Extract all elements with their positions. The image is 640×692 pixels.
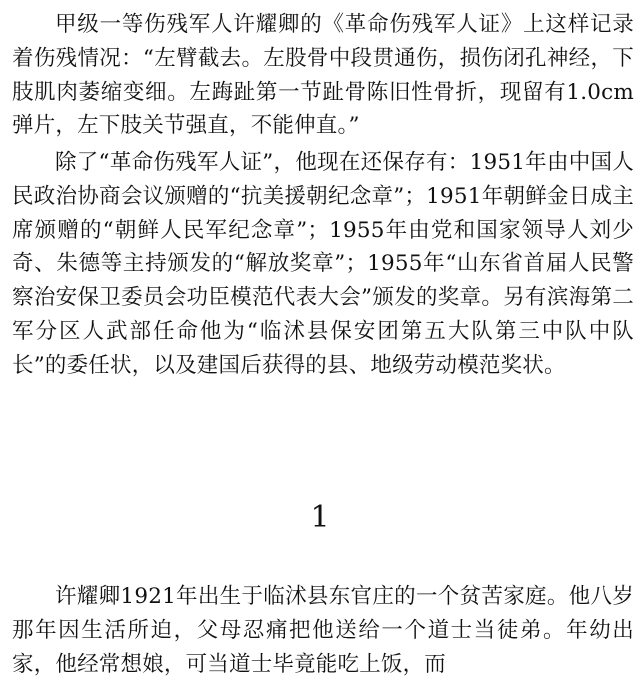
paragraph-awards: 除了“革命伤残军人证”，他现在还保存有：1951年由中国人民政治协商会议颁赠的“抗美援朝纪念章”；1951年朝鲜金日成主席颁赠的“朝鲜人民军纪念章”；1955年由党和国家领导人刘少奇、朱德等主持颁发的“解放奖章”；1955年“山东省首届人民警察治安保卫委员会功臣模范代表大会”颁发的奖章。另有滨海第二军分区人武部任命他为“临沭县保安团第五大队第三中队中队长”的委任状，以及建国后获得的县、地级劳动模范奖状。 (12, 150, 634, 378)
paragraph-biography: 许耀卿1921年出生于临沭县东官庄的一个贫苦家庭。他八岁那年因生活所迫，父母忍痛把他送给一个道士当徒弟。年幼出家，他经常想娘，可当道士毕竟能吃上饭，而 (12, 584, 634, 677)
section-number: 1 (310, 500, 330, 535)
paragraph-disability-record: 甲级一等伤残军人许耀卿的《革命伤残军人证》上这样记录着伤残情况：“左臂截去。左股骨中段贯通伤，损伤闭孔神经，下肢肌肉萎缩变细。左踇趾第一节趾骨陈旧性骨折，现留有1.0cm弹片，左下肢关节强直，不能伸直。” (12, 12, 634, 139)
